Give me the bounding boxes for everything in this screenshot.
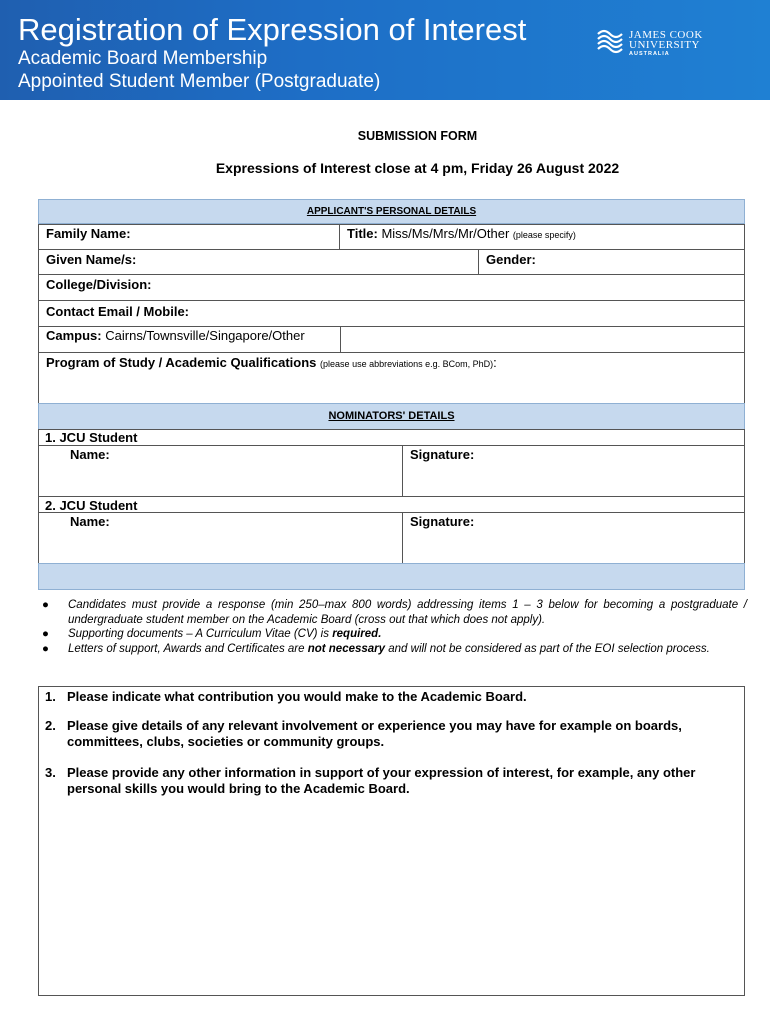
contact-field[interactable] (38, 300, 745, 327)
program-colon: : (493, 355, 497, 370)
personal-details-header (38, 199, 745, 224)
form-subtitle-member: Appointed Student Member (Postgraduate) (18, 71, 381, 92)
nominators-details-title: NOMINATORS' DETAILS (328, 410, 455, 422)
instruction-1-text: Candidates must provide a response (min 250–max 800 words) addressing items 1 – 3 below for becoming a postgraduate / undergraduate student member on the Academic Board (cross out that which does not apply). (68, 599, 747, 626)
nominator-2-name-label: Name: (70, 514, 110, 529)
question-3-text: Please provide any other information in support of your expression of interest, for example, any other personal skills you would bring to the Academic Board. (67, 765, 696, 796)
nominator-2-signature-field[interactable] (402, 512, 745, 564)
family-name-field[interactable] (38, 224, 340, 250)
bullet-dot-icon: ● (42, 628, 49, 640)
question-2-number: 2. (45, 718, 56, 733)
gender-label: Gender: (486, 252, 536, 267)
nominators-details-header (38, 403, 745, 430)
nominator-1-heading: 1. JCU Student (45, 430, 138, 445)
instruction-3-emphasis: not necessary (307, 642, 386, 655)
question-3 (45, 765, 739, 797)
campus-field[interactable] (38, 326, 341, 353)
contact-label: Contact Email / Mobile: (46, 304, 190, 319)
program-field[interactable] (38, 352, 745, 404)
question-1-text: Please indicate what contribution you would make to the Academic Board. (67, 689, 527, 704)
gender-field[interactable] (478, 249, 745, 275)
instruction-3-text-b: and will not be considered as part of the EOI selection process. (385, 642, 710, 655)
response-box[interactable] (38, 686, 745, 996)
instruction-2-emphasis: required. (332, 628, 382, 640)
given-names-field[interactable] (38, 249, 479, 275)
title-field[interactable] (339, 224, 745, 250)
empty-section-band (38, 563, 745, 590)
campus-entry-field[interactable] (340, 326, 745, 353)
nominator-1-name-field[interactable] (38, 445, 403, 497)
instruction-2-text: Supporting documents – A Curriculum Vitae (CV) is (68, 628, 333, 640)
university-logo (596, 24, 736, 60)
header-banner (0, 0, 770, 100)
submission-form-heading: SUBMISSION FORM (357, 129, 478, 143)
question-1 (45, 689, 739, 705)
nominator-2-name-field[interactable] (38, 512, 403, 564)
instruction-item-3 (42, 642, 747, 657)
form-subtitle-board: Academic Board Membership (18, 48, 268, 69)
closing-date: Expressions of Interest close at 4 pm, Friday 26 August 2022 (215, 160, 620, 176)
logo-line-2: UNIVERSITY (629, 39, 700, 51)
nominator-1-signature-label: Signature: (410, 447, 475, 462)
title-note: (please specify) (512, 230, 576, 240)
question-2-text: Please give details of any relevant involvement or experience you may have for example on boards, committees, clubs, societies or community groups. (67, 718, 682, 749)
instruction-item-1 (42, 598, 747, 627)
logo-line-1: JAMES COOK (629, 29, 703, 41)
instruction-item-2 (42, 627, 747, 642)
nominator-2-signature-label: Signature: (410, 514, 475, 529)
personal-details-title: APPLICANT'S PERSONAL DETAILS (306, 206, 477, 217)
form-title: Registration of Expression of Interest (18, 12, 527, 47)
program-label: Program of Study / Academic Qualifications (46, 355, 317, 370)
program-note: (please use abbreviations e.g. BCom, PhD) (320, 359, 494, 369)
campus-options: Cairns/Townsville/Singapore/Other (105, 328, 305, 343)
title-options: Miss/Ms/Mrs/Mr/Other (381, 226, 510, 241)
given-names-label: Given Name/s: (46, 252, 137, 267)
campus-label: Campus: (46, 328, 102, 343)
jcu-wave-icon (596, 26, 624, 54)
question-2 (45, 718, 739, 750)
title-label: Title: (347, 226, 378, 241)
nominator-1-name-label: Name: (70, 447, 110, 462)
question-3-number: 3. (45, 765, 56, 780)
instructions-list (42, 598, 747, 656)
family-name-label: Family Name: (46, 226, 131, 241)
question-1-number: 1. (45, 689, 56, 704)
college-label: College/Division: (46, 277, 152, 292)
logo-line-3: AUSTRALIA (629, 51, 670, 57)
nominator-1-signature-field[interactable] (402, 445, 745, 497)
bullet-dot-icon: ● (42, 599, 49, 611)
bullet-dot-icon: ● (42, 642, 49, 655)
college-field[interactable] (38, 274, 745, 301)
nominator-2-heading: 2. JCU Student (45, 498, 138, 513)
instruction-3-text-a: Letters of support, Awards and Certificates are (68, 642, 308, 655)
